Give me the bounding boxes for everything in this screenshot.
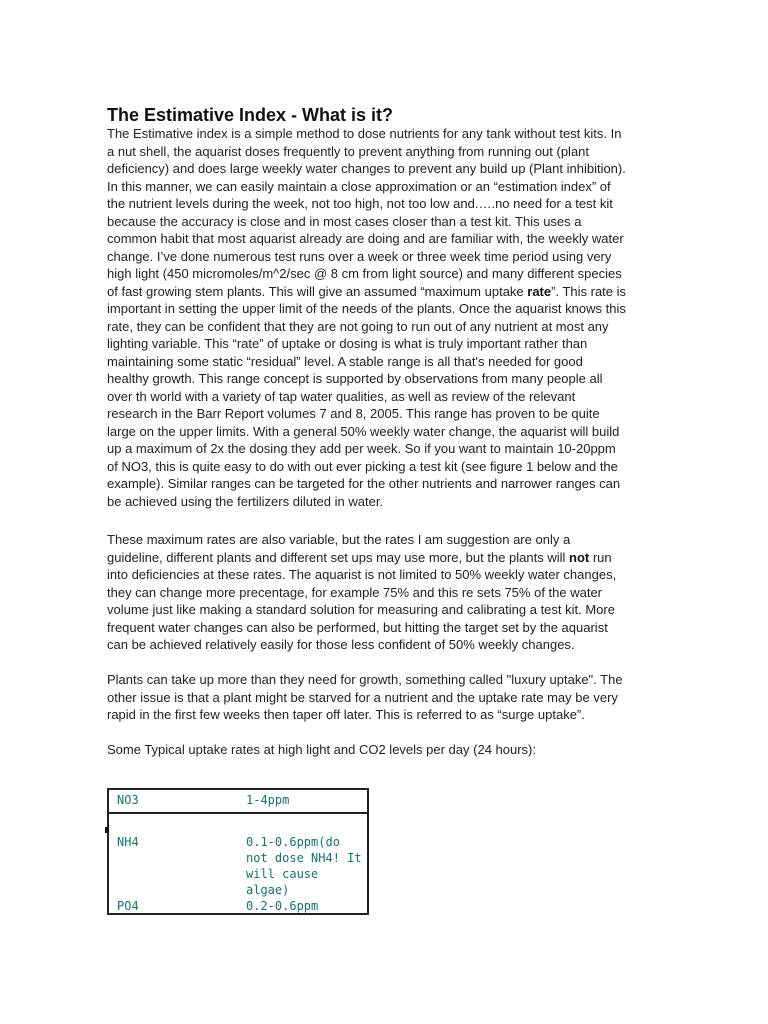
text-line: volume just like making a standard solution for measuring and calibrating a test kit. More <box>107 602 615 617</box>
cell-text: not dose NH4! It <box>246 851 362 865</box>
text-segment: run <box>589 549 612 565</box>
cell-text: 0.2-0.6ppm <box>246 899 319 913</box>
cell-text: NO3 <box>117 793 139 807</box>
text-line: research in the Barr Report volumes 7 and 8, 2005. This range has proven to be quite <box>107 406 600 421</box>
text-line: important in setting the upper limit of the needs of the plants. Once the aquarist knows this <box>107 301 626 316</box>
table-cell-rate <box>246 834 362 898</box>
text-line: the nutrient levels during the week, not too high, not too low and.….no need for a test kit <box>107 196 613 211</box>
text-line: Some Typical uptake rates at high light and CO2 levels per day (24 hours): <box>107 742 536 757</box>
text-segment: guideline, different plants and different set ups may use more, but the plants will <box>107 549 570 565</box>
text-line <box>107 549 707 567</box>
text-line: frequent water changes can also be performed, but hitting the target set by the aquarist <box>107 619 608 635</box>
table-cell-nutrient <box>117 792 139 808</box>
text-line: common habit that most aquarist already are doing and are familiar with, the weekly water <box>107 231 624 246</box>
paragraph-intro <box>107 125 707 510</box>
text-line: These maximum rates are also variable, but the rates I am suggestion are only a <box>107 532 571 547</box>
text-line: up a maximum of 2x the dosing they add per week. So if you want to maintain 10-20ppm <box>107 441 616 456</box>
cell-text: 0.1-0.6ppm(do <box>246 835 340 849</box>
text-line: example). Similar ranges can be targeted for the other nutrients and narrower ranges can <box>107 476 621 491</box>
table-divider <box>109 812 367 814</box>
text-line: rapid in the first few weeks then taper off later. This is referred to as “surge uptake”. <box>107 707 585 722</box>
text-line: Plants can take up more than they need for growth, something called "luxury uptake". The <box>107 672 623 687</box>
paragraph-typical-rates <box>107 741 707 759</box>
text-line: into deficiencies at these rates. The aquarist is not limited to 50% weekly water changes, <box>107 567 617 582</box>
text-line: rate, they can be confident that they are not going to run out of any nutrient at most any <box>107 318 609 334</box>
text-line: a nut shell, the aquarist doses frequently to prevent anything from running out (plant <box>107 143 590 159</box>
text-segment: ”. This rate is <box>551 283 627 299</box>
text-line: deficiency) and does large weekly water changes to prevent any build up (Plant inhibition). <box>107 161 626 176</box>
table-row-marker <box>105 827 109 833</box>
cell-text: NH4 <box>117 835 139 849</box>
bold-term-rate: rate <box>527 283 552 299</box>
page-title: The Estimative Index - What is it? <box>107 105 394 126</box>
text-line: large on the upper limits. With a general 50% weekly water change, the aquarist will build <box>107 423 620 439</box>
cell-text: algae) <box>246 883 290 897</box>
text-line: maintaining some static “residual” level. A stable range is all that's needed for good <box>107 353 583 369</box>
table-cell-nutrient <box>117 898 139 914</box>
paragraph-uptake <box>107 671 707 724</box>
text-line: lighting variable. This “rate” of uptake or dosing is what is truly important rather than <box>107 336 588 351</box>
table-cell-rate <box>246 792 289 808</box>
text-line: healthy growth. This range concept is supported by observations from many people all <box>107 371 603 386</box>
text-line: change. I’ve done numerous test runs over a week or three week time period using very <box>107 248 612 264</box>
table-cell-rate <box>246 898 318 914</box>
text-line: of NO3, this is quite easy to do with out ever picking a test kit (see figure 1 below and the <box>107 458 618 474</box>
text-line: The Estimative index is a simple method to dose nutrients for any tank without test kits. In <box>107 126 622 141</box>
text-line: high light (450 micromoles/m^2/sec @ 8 cm from light source) and many different species <box>107 266 622 281</box>
text-line: be achieved using the fertilizers diluted in water. <box>107 493 384 509</box>
table-cell-nutrient <box>117 834 139 850</box>
uptake-rates-table <box>107 788 369 915</box>
cell-text: PO4 <box>117 899 139 913</box>
cell-text: 1-4ppm <box>246 793 290 807</box>
text-line: over th world with a variety of tap water qualities, as well as review of the relevant <box>107 388 576 404</box>
cell-text: will cause <box>246 867 319 881</box>
text-line: can be achieved relatively easily for those less confident of 50% weekly changes. <box>107 637 575 652</box>
text-line: because the accuracy is close and in most cases closer than a test kit. This uses a <box>107 213 582 229</box>
text-line: other issue is that a plant might be starved for a nutrient and the uptake rate may be very <box>107 689 618 705</box>
text-line <box>107 283 707 301</box>
text-line: they can change more precentage, for example 75% and this re sets 75% of the water <box>107 584 603 600</box>
bold-term-not: not <box>569 549 590 565</box>
text-segment: of fast growing stem plants. This will give an assumed “maximum uptake <box>107 283 528 299</box>
text-line: In this manner, we can easily maintain a close approximation or an “estimation index” of <box>107 178 611 194</box>
paragraph-rates <box>107 531 707 654</box>
